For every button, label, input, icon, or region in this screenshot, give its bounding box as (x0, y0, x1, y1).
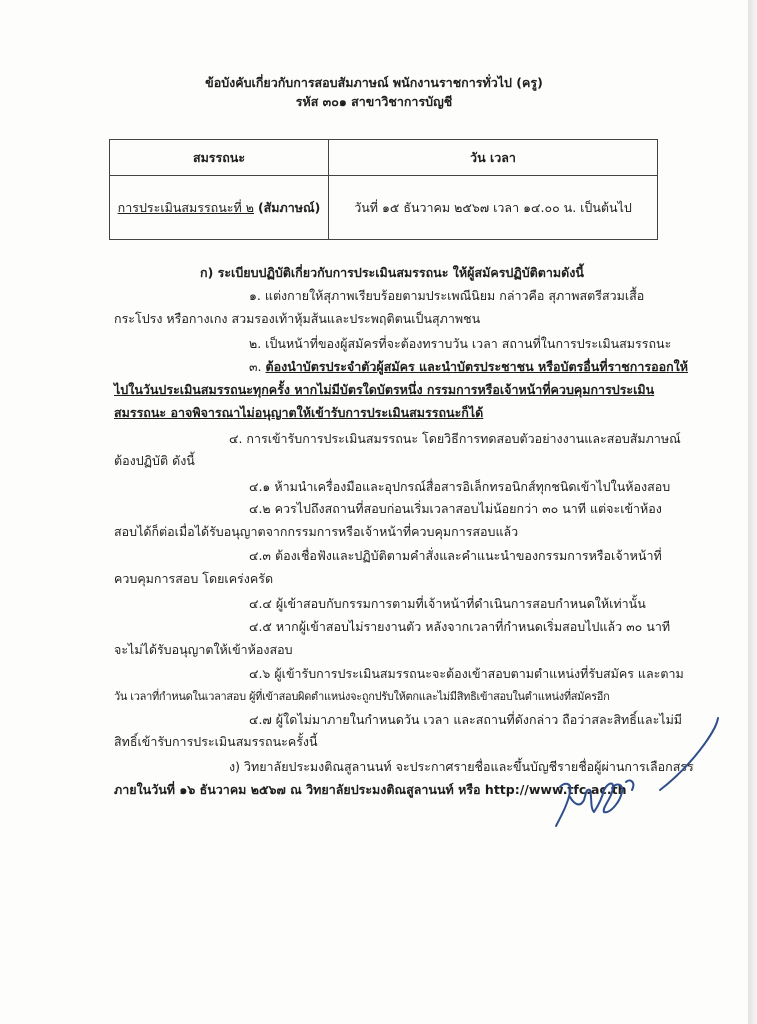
item-4-5-line-2: จะไม่ได้รับอนุญาตให้เข้าห้องสอบ (114, 642, 293, 657)
item-4-6-line-1: ๔.๖ ผู้เข้ารับการประเมินสมรรถนะจะต้องเข้าสอบตามตำแหน่งที่รับสมัคร และตาม (249, 666, 684, 681)
document-title: ข้อบังคับเกี่ยวกับการสอบสัมภาษณ์ พนักงานราชการทั่วไป (ครู) (205, 75, 543, 90)
competency-type: (สัมภาษณ์) (257, 199, 321, 215)
item-4-6-line-2: วัน เวลาที่กำหนดในเวลาสอบ ผู้ที่เข้าสอบผิดตำแหน่งจะถูกปรับให้ตกและไม่มีสิทธิเข้าสอบในตำแหน่งที่สมัครอีก (114, 690, 610, 703)
section-ng-line-1: ง) วิทยาลัยประมงติณสูลานนท์ จะประกาศรายชื่อและขึ้นบัญชีรายชื่อผู้ผ่านการเลือกสรร (229, 759, 694, 774)
item-4-line-1: ๔. การเข้ารับการประเมินสมรรถนะ โดยวิธีการทดสอบตัวอย่างงานและสอบสัมภาษณ์ (229, 431, 681, 446)
competency-name: การประเมินสมรรถนะที่ ๒ (117, 199, 254, 215)
section-ng-line-2: ภายในวันที่ ๑๖ ธันวาคม ๒๕๖๗ ณ วิทยาลัยประมงติณสูลานนท์ หรือ http://www.tfc.ac.th (114, 782, 627, 797)
item-3-line-1 (249, 358, 688, 376)
table-header-row (110, 140, 658, 176)
item-4-7-line-2: สิทธิ์เข้ารับการประเมินสมรรถนะครั้งนี้ (114, 734, 318, 749)
item-1-line-2: กระโปรง หรือกางเกง สวมรองเท้าหุ้มส้นและประพฤติตนเป็นสุภาพชน (114, 311, 481, 326)
item-3-line-3: สมรรถนะ อาจพิจารณาไม่อนุญาตให้เข้ารับการประเมินสมรรถนะก็ได้ (114, 405, 484, 420)
item-3-number: ๓. (249, 359, 262, 374)
section-k-heading: ก) ระเบียบปฏิบัติเกี่ยวกับการประเมินสมรรถนะ ให้ผู้สมัครปฏิบัติตามดังนี้ (200, 265, 584, 280)
item-4-1: ๔.๑ ห้ามนำเครื่องมือและอุปกรณ์สื่อสารอิเล็กทรอนิกส์ทุกชนิดเข้าไปในห้องสอบ (249, 479, 671, 494)
table-header-competency: สมรรถนะ (110, 140, 329, 176)
item-4-2-line-2: สอบได้ก็ต่อเมื่อได้รับอนุญาตจากกรรมการหรือเจ้าหน้าที่ควบคุมการสอบแล้ว (114, 524, 519, 539)
item-2: ๒. เป็นหน้าที่ของผู้สมัครที่จะต้องทราบวัน เวลา สถานที่ในการประเมินสมรรถนะ (249, 336, 672, 351)
item-4-5-line-1: ๔.๕ หากผู้เข้าสอบไม่รายงานตัว หลังจากเวลาที่กำหนดเริ่มสอบไปแล้ว ๓๐ นาที (249, 619, 671, 634)
item-1-line-1: ๑. แต่งกายให้สุภาพเรียบร้อยตามประเพณีนิยม กล่าวคือ สุภาพสตรีสวมเสื้อ (249, 288, 645, 303)
item-3-line-2: ไปในวันประเมินสมรรถนะทุกครั้ง หากไม่มีบัตรใดบัตรหนึ่ง กรรมการหรือเจ้าหน้าที่ควบคุมการประเมิน (114, 382, 655, 397)
table-cell-datetime: วันที่ ๑๕ ธันวาคม ๒๕๖๗ เวลา ๑๔.๐๐ น. เป็นต้นไป (329, 176, 658, 240)
item-4-7-line-1: ๔.๗ ผู้ใดไม่มาภายในกำหนดวัน เวลา และสถานที่ดังกล่าว ถือว่าสละสิทธิ์และไม่มี (249, 712, 683, 727)
page-edge (748, 0, 757, 1024)
schedule-table (109, 139, 658, 240)
item-4-4: ๔.๔ ผู้เข้าสอบกับกรรมการตามที่เจ้าหน้าที่ดำเนินการสอบกำหนดให้เท่านั้น (249, 596, 646, 611)
signature (540, 712, 740, 842)
item-4-2-line-1: ๔.๒ ควรไปถึงสถานที่สอบก่อนเริ่มเวลาสอบไม่น้อยกว่า ๓๐ นาที แต่จะเข้าห้อง (249, 501, 662, 516)
table-row (110, 176, 658, 240)
table-header-datetime: วัน เวลา (329, 140, 658, 176)
item-3-text-1: ต้องนำบัตรประจำตัวผู้สมัคร และนำบัตรประชาชน หรือบัตรอื่นที่ราชการออกให้ (265, 359, 689, 374)
document-subtitle: รหัส ๓๐๑ สาขาวิชาการบัญชี (295, 94, 453, 109)
item-4-line-2: ต้องปฏิบัติ ดังนี้ (114, 453, 195, 468)
item-4-3-line-2: ควบคุมการสอบ โดยเคร่งครัด (114, 571, 274, 586)
table-cell-competency (110, 176, 329, 240)
item-4-3-line-1: ๔.๓ ต้องเชื่อฟังและปฏิบัติตามคำสั่งและคำแนะนำของกรรมการหรือเจ้าหน้าที่ (249, 548, 662, 563)
